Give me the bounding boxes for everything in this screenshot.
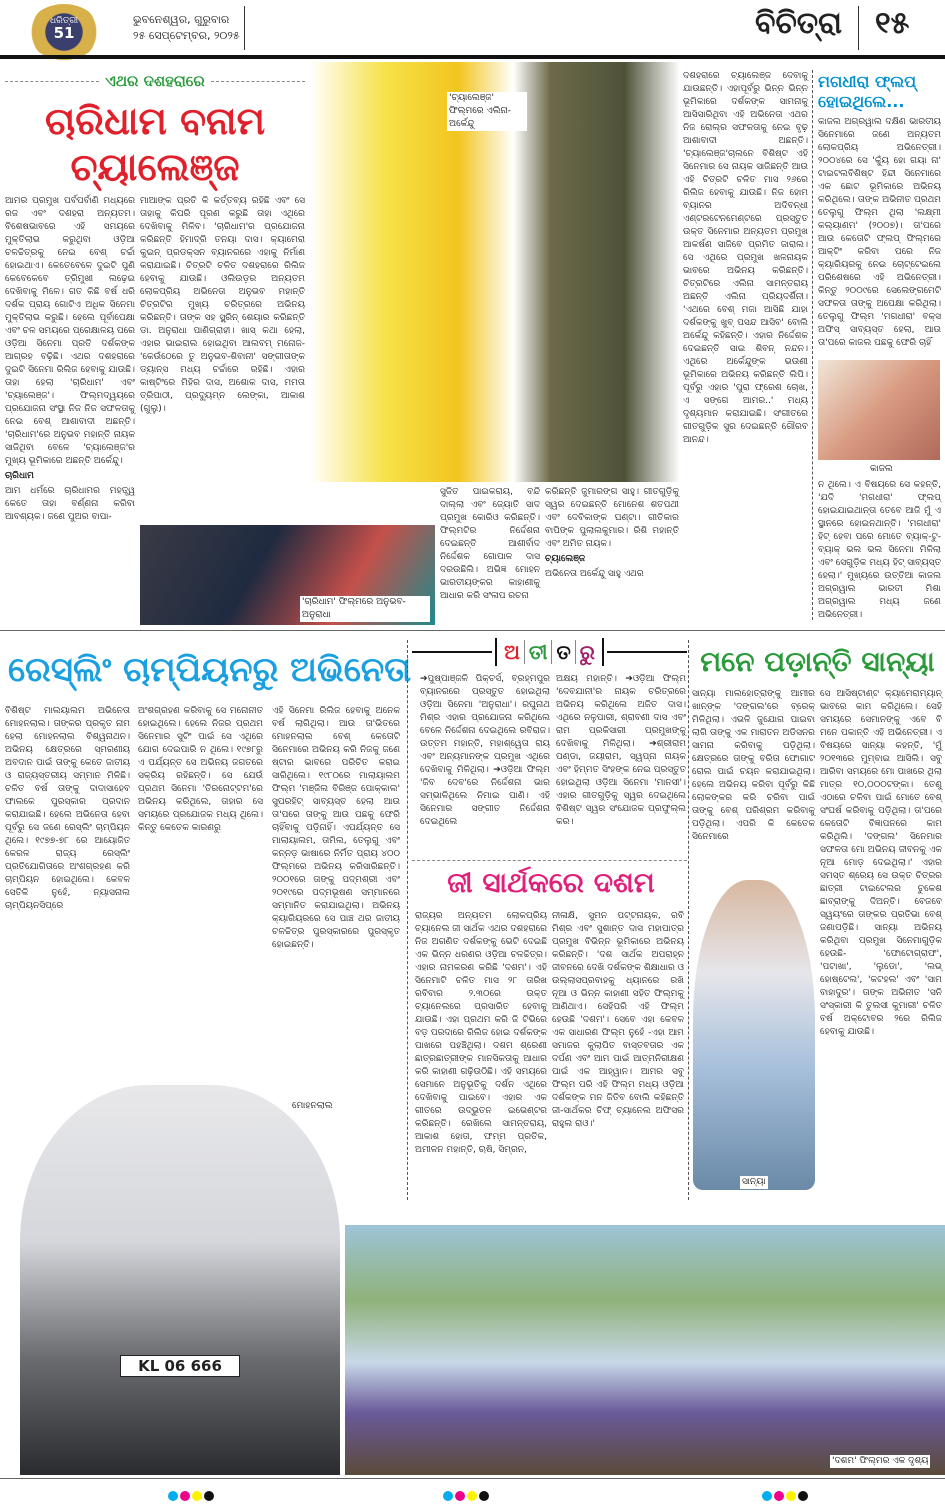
- issue-date: ୨୫ ସେପ୍ଟେମ୍ବର, ୨୦୨୫: [133, 29, 240, 42]
- zee-column-2: ନୀଳାକ୍ଷି, ସୁମନ ପଟ୍ଟନାୟକ, ରବି ମିଶ୍ର ଏବଂ ସୁଶାନ୍ତ ଦାସ ମହାପାତ୍ର ପ୍ରମୁଖ ବିଭିନ୍ନ ଭୂମିକାରେ ଅଭିନୟ କରିଛନ୍ତି। 'ଦଶ ସାର୍ଥକ ଅପରାହ୍ନ ଜୀବନରେ ଦେଖି ଦର୍ଶକଙ୍କ ଶିକ୍ଷାଧାର ଓ ଉଲ୍ଲାସପ୍ରବାହକୁ ଧ୍ୟାନରେ ରଖି ନୂଆ ଓ ଭିନ୍ନ କାହାଣୀ ସହିତ ଫିଲ୍ମକୁ ଆଣିଥାଏ। ସେହିପରି ଏହି ଫିଲ୍ମ ହେଉଛି 'ଦଶମ'। ସେବେ ଏହା କେବଳ ଏକ ସାଧାରଣ ଫିଲ୍ମ ନୁହେଁ -ଏହା ଆମ ସମାଜର କୁଲାପିତ ବାସ୍ତବତାର ଏକ ଦର୍ପଣ ଏବଂ ଆମ ପାଇଁ ଆତ୍ମନିରୀକ୍ଷଣ ପାଇଁ ଏକ ଆହ୍ୱାନ। ଆମର ସବୁ ଫିଲ୍ମ ପରି ଏହି ଫିଲ୍ମ ମଧ୍ୟ ଓଡ଼ିଆ ଦର୍ଶକଙ୍କ ମନ ଜିତିବ ବୋଲି କହିଛନ୍ତି ଜୀ-ସାର୍ଥକର ଚିଫ୍ ଚ୍ୟାନେଲ ଅଫିସର ରାହୁଲ ରାଓ।': [552, 910, 684, 1133]
- anniversary-logo: [28, 4, 100, 60]
- sanya-column-1: ସାନ୍ୟା ମାଲହୋତ୍ରାଙ୍କୁ ଆମୀର ଖାନ୍‌ଙ୍କ 'ଦଙ୍ଗଲ'ରେ ବ୍ରେକ୍ ମିଳିଥିଲା। ଏଭଳି ଜୁଯୋଗ ପାଇବା ଲାଗି ତାଙ୍କୁ ଏକ ମାରାତନ ଅଡିସନର ସାମନା କରିବାକୁ ପଡ଼ିଥିଲା। କ୍ଷେତ୍ରରେ ତାଙ୍କୁ ବରିତା ଫୋଗାଟ ରୋଲ ପାଇଁ ଚୟନ କରାଯାଇଥିଲା। ହେଲେ ଅଭିନୟ କରିବା ପୂର୍ବରୁ କିଛି ଲୋକଙ୍କର କରି ଚରିବା ପାଇଁ ତାଙ୍କୁ ବେଶ୍ ପରିଶ୍ରମ କରିବାକୁ ପଡ଼ିଥିଲା। ଏପରି କି କେତେକ ସିନେମାରେ: [692, 688, 815, 846]
- sidebar-text-2: ନ ଥିଲେ। ଏ ବିଷୟରେ ସେ କହନ୍ତି, 'ଯଦି 'ମଗଧୀରା' ଫ୍ଲପ୍ ହୋଇଯାଇଥାନ୍ତା ତେବେ ଆଜି ମୁଁ ଏ ସ୍ଥାନରେ ହୋଇନଥାନ୍ତି। 'ମଗଧୀରା' ହିଟ୍ ହେବା ପରେ ମୋତେ ବ୍ୟାକ୍-ଟୁ-ବ୍ୟାକ୍ ଭଲ ଭଲ ସିନେମା ମିଳିଲା ଏବଂ ସେଗୁଡ଼ିକ ମଧ୍ୟ ହିଟ୍ ସାବ୍ୟସ୍ତ ହେଲା।' ମୁଖ୍ୟରେ ଉତ୍ତିଆ କାଜଲ ଅଗ୍ରୱାଲ ଭାରତୀ ମିଶା ଅଗ୍ରୱାଲ ମଧ୍ୟ ଜଣେ ଅଭିନେତ୍ରୀ।: [818, 479, 941, 624]
- mohanlal-caption: ମୋହନଲାଲ: [292, 1101, 333, 1111]
- logo-years: 51: [53, 24, 75, 42]
- sanya-caption: ସାନ୍ୟା: [742, 1177, 766, 1187]
- wrestling-column-3: ଏହି ସିନେମା ରିଲିଜ ହେବାକୁ ଅନେକ ବର୍ଷ ଲାଗିଥିଲା। ଆଉ ତା'ଭିତରେ ମୋହନଲାଲ ବେଶ୍ କେତୋଟି ସିନେମାରେ ଅଭିନୟ କରି ନିଜକୁ ଜଣେ ଷ୍ଟାର ଭାବରେ ପରିଚିତ କରାଇ ସାରିଥିଲେ। ୧୯୮୦ରେ ମାଲାୟାଲମ ଫିଲ୍ମ 'ମଞ୍ଜିଲ ବିରିଞ୍ଜ ପୋକ୍କାଲ' ସୁପରହିଟ୍ ସାବ୍ୟସ୍ତ ହେଲା ଆଉ ତା'ପରେ ତାଙ୍କୁ ଆଉ ପଛକୁ ଫେରି ଚାହିଁବାକୁ ପଡ଼ିନାହିଁ। ଏପର୍ଯ୍ୟନ୍ତ ସେ ମାଲାୟାଲମ, ତାମିଲ, ତେଲୁଗୁ ଏବଂ କନ୍ନଡ଼ ଭାଷାରେ ନିର୍ମିତ ପ୍ରାୟ ୪୦୦ ଫିଲ୍ମରେ ଅଭିନୟ କରିସାରିଛନ୍ତି। ୨୦୦୧ରେ ତାଙ୍କୁ ପଦ୍ମଶ୍ରୀ ଏବଂ ୨୦୧୯ରେ ପଦ୍ମଭୂଷଣ ସମ୍ମାନରେ ସମ୍ମାନିତ କରାଯାଇଥିଲା। ଅଭିନୟ କ୍ୟାରିୟରରେ ସେ ପାଞ୍ଚ ଥର ଜାତୀୟ ଚଳଚ୍ଚିତ୍ର ପୁରସ୍କାରରେ ପୁରସ୍କୃତ ହୋଇଛନ୍ତି।: [272, 705, 400, 954]
- lead-column-4-end: କରିଛନ୍ତି ଜୁମାରଙ୍ଗ ସାହୁ। ଗୀତଗୁଡ଼ିକୁ ସ୍ୱର ଦେଇଛନ୍ତି ମୋନେଶ ଶତପଥୀ ଏବଂ ଦେବିକାଙ୍କ ଘଣ୍ଟା। ଗୀତିକାର ବାପିଙ୍କ ପୁଲାଲକୁମାର। ରିଶି ମହାନ୍ତି ଏବଂ ଅମିତ ନାୟକ। ଚ୍ୟାଲେଞ୍ଜ ଅଭିନେତା ଅର୍କେନ୍ଦୁ ସାହୁ ଏଥର: [545, 486, 679, 583]
- dasham-caption: 'ଦଶମ' ଫିଲ୍ମର ଏକ ଦୃଶ୍ୟ: [832, 1456, 929, 1466]
- lead-column-3: ସୁଜିତ ପାଇକରାୟ, ବନ୍ଦି ଦାଲ୍ଲା ଏବଂ ଜ୍ୟୋତି ସାଦ ପ୍ରମୁଖ କୋରିଓ କରିଛନ୍ତି। ଫିଲ୍ମଟିର ନିର୍ଦ୍ଦେଶନା ଦେଇଛନ୍ତି ଆଶୀର୍ବାଦ ନିର୍ଦ୍ଦେଶକ ଗୋପାଳ ଦାସ ଦରଉଛିଲି। ଅଭିଜ୍ଞ ମୋହନ ଭାରତୀୟଙ୍କର କାହାଣୀକୁ ଆଧାର କରି ସଂଳାପ ରଚନା: [440, 486, 540, 605]
- challenge-caption: 'ଚ୍ୟାଲେଞ୍ଜ' ଫିଲ୍ମରେ ଏଲିନା-ଅର୍କେନ୍ଦୁ: [447, 92, 527, 131]
- logo-text: ଧରିତ୍ରୀ: [49, 16, 79, 26]
- sanya-headline: ମନେ ପଡ଼ାନ୍ତି ସାନ୍ୟା: [700, 645, 935, 678]
- lead-column-2: ମାଆଙ୍କ ପ୍ରତି କି କର୍ତ୍ତବ୍ୟ ରହିଛି ଏବଂ ସେ ତାହାକୁ କିପରି ପୂରଣ କରୁଛି ତାହା ଏଥିରେ ଦେଖିବାକୁ ମିଳିବ। 'ଚାରିଧାମ'ର ପ୍ରଯୋଜନା କରିଛନ୍ତି ହିମାଦ୍ରି ତନୟା ଦାସ। କ୍ୟାମେରା କୁଇନ୍ ପ୍ରଡକ୍ସନ ବ୍ୟାନରରେ ଏହାକୁ ନିର୍ମାଣ କରାଯାଇଛି। ଚିତ୍ରଟି ଚଳିତ ଦଶହରାରେ ରିଲିଜ ହେବାକୁ ଯାଉଛି। ଓଲିଉଡ଼ର ଅନ୍ୟତମ ଲୋକପ୍ରିୟ ଅଭିନେତା ଅନୁଭବ ମହାନ୍ତି ଚିତ୍ରଟିର ମୁଖ୍ୟ ଚରିତ୍ରରେ ଅଭିନୟ କରିଛନ୍ତି। ତାଙ୍କ ସହ ସ୍କ୍ରିନ୍ ଶେୟାର କରିଛନ୍ତି ଡା. ଅନୁରାଧା ପାଣିଗ୍ରାହୀ। ଖାସ୍ କଥା ହେଲା, ଏହାର ଭାଇରାଲ ହୋଇଥିବା ଆଲବମ୍ ମନୋଜ-'କେଉଁଠେରେ ତୁ ଅନୁଭବ-ଶିବାନୀ' ସଙ୍ଗୀତାଙ୍କ ଡ୍ୟାନ୍ସ ମଧ୍ୟ ଚର୍ଚ୍ଚାରେ ରହିଛି। ଏହାର କାଷ୍ଟିଂରେ ମିହିର ଦାସ, ଅଶୋକ ଦାସ, ମମତା ତ୍ରିପାଠୀ, ପ୍ରଦ୍ୟୁମ୍ନ ଲେଙ୍କା, ଆକାଶ (ଗୁଲୁ)।: [140, 195, 305, 418]
- mohanlal-photo: [20, 1085, 340, 1475]
- number-plate: KL 06 666: [120, 1355, 240, 1377]
- sidebar-headline: ମଗଧୀରା ଫ୍ଲପ୍ ହୋଇଥିଲେ...: [818, 72, 917, 111]
- charidham-caption: 'ଚାରିଧାମ' ଫିଲ୍ମରେ ଅନୁଭବ-ଅନୁରାଧା: [300, 596, 430, 622]
- lead-kicker: ଏଥର ଦଶହରାରେ: [5, 72, 305, 90]
- zee-column-1: ରାଜ୍ୟର ଅନ୍ୟତମ ଲୋକପ୍ରିୟ ଚ୍ୟାନେଲ ଜୀ ସାର୍ଥକ ଏଥର ଦଶହରାରେ ନିଜ ଅଗଣିତ ଦର୍ଶକଙ୍କୁ ଭେଟି ଦେଇଛି ଏକ ଭିନ୍ନ ଧରଣର ଓଡ଼ିଆ ଚଳଚ୍ଚିତ୍ର। ଏହାର ନାମକରଣ କରିଛି 'ଦଶମ'। ଏହି ସିନେମାଟି ଚଳିତ ମାସ ୨୮ ତାରିଖ ରବିବାର ୨.୩୦ରେ ଉକ୍ତ ଚ୍ୟାନେଲରେ ପ୍ରସାରିତ ହେବାକୁ ଯାଉଛି। ଏହା ପ୍ରଥମ କରି ଜି ଟିଭିରେ ବଡ଼ ପରଦାରେ ରିଲିଜ ହୋଇ ଦର୍ଶକଙ୍କ ପାଖରେ ପହଞ୍ଚିଥିଲା। ଦଶମ ଶ୍ରେଣୀ ଛାତ୍ରଛାତ୍ରୀଙ୍କ ମାନସିକତାକୁ ଆଧାର କରି କାହାଣୀ ଗଢ଼ିଉଠିଛି। ଏହି ସମୟରେ ସେମାନେ ଅନୁଭୂତିକୁ ଦର୍ଶନ ଏଥିରେ ଦେଖିବାକୁ ପାଇବେ। ଏହାର ଏକ ଗୀତରେ ଉଦ୍ଭୁତନ ଇଭେଣ୍ଟର କରିଛନ୍ତି। ରେଖିଲେ ସାମନ୍ତରାୟ, ଆକାଶ ହୋତା, ଫମ୍ମ ପ୍ରତିକ, ଅମୀଳନ ମହାନ୍ତି, ଋଷି, ସିମ୍ରନ,: [415, 910, 547, 1159]
- page-number: ୧୫: [875, 6, 910, 41]
- kajal-photo: [818, 360, 940, 460]
- wrestling-column-1: ବିଶିଷ୍ଟ ମାଲୟାଲମ ଅଭିନେତା ମୋହନଲାଲ। ତାଙ୍କର ପ୍ରକୃତ ନାମ ହେଲା ମୋହନଲାଲ ବିଶ୍ୱନାଥନ। ଅଭିନୟ କ୍ଷେତ୍ରରେ ସ୍ମରଣୀୟ ଅବଦାନ ପାଇଁ ତାଙ୍କୁ କେତେ ଜାତୀୟ ଓ ରାଜ୍ୟସ୍ତରୀୟ ସମ୍ମାନ ମିଳିଛି। ଚଳିତ ବର୍ଷ ତାଙ୍କୁ ଦାଦାସାହେବ ଫାଲକେ ପୁରସ୍କାର ପ୍ରଦାନ କରାଯାଇଛି। ହେଲେ ଅଭିନେତା ହେବା ପୂର୍ବରୁ ସେ ଜଣେ ରେସ୍‌ଲିଂ ଚାମ୍ପିୟନ ଥିଲେ। ୧୯୭୭-୭୮ ରେ ଆୟୋଜିତ କେରଳ ରାଜ୍ୟ ରେସ୍‌ଲିଂ ପ୍ରତିଯୋଗିତାରେ ଅଂଶଗ୍ରହଣ କରି ଚାମ୍ପିୟନ ହୋଇଥିଲେ। କେବଳ ସେତିକି ନୁହେଁ, ନ୍ୟାସନାଲ ଚାମ୍ପିୟନସିପ୍‌ରେ: [5, 705, 130, 915]
- section-name: ବିଚିତ୍ରା: [755, 6, 843, 41]
- zee-headline: ଜୀ ସାର୍ଥକରେ ଦଶମ: [447, 866, 655, 899]
- dasham-photo: [345, 1225, 945, 1475]
- sanya-photo: [693, 880, 815, 1190]
- registration-marks-1: [168, 1486, 216, 1505]
- registration-marks-2: [443, 1486, 491, 1505]
- wrestling-column-2: ଅଂଶଗ୍ରହଣ କରିବାକୁ ସେ ମନୋନୀତ ହୋଇଥିଲେ। ହେଲେ ନିଜର ପ୍ରଥମ ସିନେମାର ସୁଟିଂ ପାଇଁ ସେ ଏଥିରେ ଯୋଗ ଦେଇପାରି ନ ଥିଲେ। ୧୯୭୮ରୁ ଏ ପର୍ଯ୍ୟନ୍ତ ସେ ଅଭିନୟ ଜଗତରେ ସକ୍ରିୟ ରହିଛନ୍ତି। ସେ ଯେଉଁ ପ୍ରଥମ ସିନେମା 'ତିରନୋଟ୍ଟମ'ରେ ଅଭିନୟ କରିଥିଲେ, ତାହାର ସେ ସମୟରେ ପ୍ରଯୋଜକ ମଧ୍ୟ ଥିଲେ। କିନ୍ତୁ କେତେକ କାରଣରୁ: [138, 705, 263, 837]
- registration-marks-3: [762, 1486, 810, 1505]
- past-column-2: ଅକ୍ଷୟ ମହାନ୍ତି। ➔ଓଡ଼ିଆ ଫିଲ୍ମ 'ଦେବଯାନୀ'ର ନାୟକ ଚରିତ୍ରରେ ଅଭିନୟ କରିଥିଲେ ଅଜିତ ଦାସ। ଏଥିରେ ନଳୁପାରୀ, ଶ୍ରାବଣୀ ଦାସ ଏବଂ ରାମ ପ୍ରକିସାରୀ ପ୍ରମୁଖଙ୍କୁ ଦେଖିବାକୁ ମିଳିଥିଲା। ➔ଶ୍ରୀରାମ ପଣ୍ଡା, ଜୟୀରାମ, ସ୍ୱପ୍ନା ନାୟକ ଏବଂ ହିମ୍ମତ ସିଂହଙ୍କ ନେଇ ପ୍ରସ୍ତୁତ ହୋଇଥିଲା ଓଡ଼ିଆ ସିନେମା 'ମାନସୀ'। ଏହାର ଗୀତଗୁଡ଼ିକୁ ସ୍ୱର ଦେଇଥିଲେ ବିଶିଷ୍ଟ ସ୍ୱର ସଂଯୋଜକ ପ୍ରଫୁଲ୍ଲ କର।: [556, 673, 686, 831]
- place-day: ଭୁବନେଶ୍ୱର, ଗୁରୁବାର: [133, 13, 230, 26]
- lead-column-1: ଆମର ପ୍ରମୁଖ ପର୍ବପର୍ବାଣି ମଧ୍ୟରେ ରଜ ଏବଂ ଦଶହରା ଅନ୍ୟତମ। ବିଶେଷଭାବରେ ଏହି ସମୟରେ ମୁକ୍ତିଲାଭ କରୁଥିବା ଓଡ଼ିଆ ଚଳଚ୍ଚିତ୍ରକୁ ନେଇ ବେଶ୍ ଚର୍ଚ୍ଚା ହୋଇଥାଏ। କେତେବେଳେ ଦୁଇଟି ପୁଣି କେବେକେବେ ତ୍ରିମୁଖୀ ଲଢ଼େଇ ଦେଖିବାକୁ ମିଳେ। ଗତ କିଛି ବର୍ଷ ଧରି ଦର୍ଶକ ପ୍ରାୟ ଗୋଟିଏ ଅଧିକ ସିନେମା ମୁକ୍ତିଲାଭ କରୁଛି। ହେଲେ ପୂର୍ବାପେକ୍ଷା ଏବଂ ଚଳ ସମୟରେ ପ୍ରେକ୍ଷାଳୟ ପରେ ଓଡ଼ିଆ ସିନେମା ପ୍ରତି ଦର୍ଶକଙ୍କ ଆଗ୍ରହ ବଢ଼ିଛି। ଏଥର ଦଶହରାରେ ଦୁଇଟି ସିନେମା ରିଲିଜ ହେବାକୁ ଯାଉଛି। ତାହା ହେଲା 'ଚାରିଧାମ' ଏବଂ 'ଚ୍ୟାଲେଞ୍ଜ'। ଫିଲ୍ମଦ୍ୱୟରେ ପ୍ରଯୋଜନା ସଂସ୍ଥା ନିଜ ନିଜ ସଫଳତାକୁ ନେଇ ବେଶ୍ ଆଶାବାଦୀ ଅଛନ୍ତି। 'ଚାରିଧାମ'ରେ ଅନୁଭବ ମହାନ୍ତି ନାୟକ ସାଜିଥିବା ବେଳେ 'ଚ୍ୟାଲେଞ୍ଜ'ର ମୁଖ୍ୟ ଭୂମିକାରେ ଅଛନ୍ତି ଅର୍କେନ୍ଦୁ। ଚାରିଧାମ ଆମ ଧର୍ମରେ ଚାରିଧାମର ମହତ୍ତ୍ୱ କେତେ ତାହା ବର୍ଣ୍ଣନା କରିବା ଆବଶ୍ୟକ। ଜଣେ ପୁଅର ବାପା-: [5, 195, 135, 526]
- past-column-1: ➔ପୁଷ୍ପାଞ୍ଜଳି ପିକ୍ଚର୍ସ, ବ୍ରହ୍ମପୁର ବ୍ୟାନରରେ ପ୍ରସ୍ତୁତ ହୋଇଥିଲା ଓଡ଼ିଆ ସିନେମା 'ଅନୁରାଧା'। ରଘୁନାଥ ମିଶ୍ର ଏହାର ପ୍ରଯୋଜନା କରିଥିଲେ ବେଳେ ନିର୍ଦ୍ଦେଶନା ଦେଇଥିଲେ ରବିରାଜ। ଉତ୍ତମ ମହାନ୍ତି, ମହାଶ୍ୱେତା ରାୟ ଏବଂ ଅନ୍ୟମାନଙ୍କ ପ୍ରମୁଖ ଏଥିରେ ଦେଖିବାକୁ ମିଳିଥିଲା। ➔ଓଡ଼ିଆ ଫିଲ୍ମ 'ଜିବ ଦେବ'ରେ ନିର୍ଦ୍ଦେଶନା ଭାର ସମ୍ଭାଳିଥିଲେ ନିମାଇ ପାଣି। ଏହି ସିନେମାର ସଙ୍ଗୀତ ନିର୍ଦ୍ଦେଶନା ଦେଇଥିଲେ: [420, 673, 550, 831]
- sanya-column-2: ସେ ଆସିଷ୍ଟାଣ୍ଟ କ୍ୟାମେରାମ୍ୟାନ୍ ଭାବରେ କାମ କରିଥିଲେ। ସେହି ସମୟରେ ସେମାନଙ୍କୁ ଏବେ ବି ମନେ ପକାନ୍ତି ଏହି ଅଭିନେତ୍ରୀ। ଏ ବିଷୟରେ ସାନ୍ୟା କହନ୍ତି, 'ମୁଁ ୨୦୧୩ରେ ମୁମ୍ବାଇ ଆସିଲି। ସବୁ ଆରିବା ସମୟରେ ମୋ ପାଖରେ ଥିଲା ମାତ୍ର ୧୦,୦୦୦ଟଙ୍କା। ତେଣୁ ଏଠାରେ ଚଳିବା ପାଇଁ ମୋତେ ବେଶ୍ ସଂଘର୍ଷ କରିବାକୁ ପଡ଼ିଥିଲା। ତା'ପରେ କେତୋଟି ବିଜ୍ଞାପନରେ କାମ କରିଥିଲି। 'ଦଙ୍ଗଲ' ସିନେମାର ସଫଳତା ମୋ ଅଭିନୟ ଜୀବନକୁ ଏକ ନୂଆ ମୋଡ଼ ଦେଇଥିଲା।' ଏହାର ସମସ୍ତ ଶ୍ରେୟ ସେ ଉକ୍ତ ଚିତ୍ରର ଛାତ୍ରୀ ଟାଇଟେଲର ଚୁକେଶ ଛାବ୍ରାଙ୍କୁ ଦିଅନ୍ତି। ବେଜବେ ସ୍ୱୟଂରେ ତାଙ୍କର ପ୍ରତିଭା ବେଶ୍ ଜଣାପଡ଼ିଛି। ସାନ୍ୟା ଅଭିନୟ କରିଥିବା ପ୍ରମୁଖ ସିନେମାଗୁଡ଼ିକ ହେଉଛି- 'ଫୋଟୋଗ୍ରାଫ', 'ପଟାଖା', 'ଲୁଡୋ', 'ଲଭ୍ ହୋଷ୍ଟେଲ', 'କଟହଲ' ଏବଂ 'ସାମ ବାହାଦୁର'। ତାଙ୍କ ଅଭିନୀତ 'ସନି ସଂସ୍କାରୀ କି ତୁଲସୀ କୁମାରୀ' ଚଳିତ ବର୍ଷ ଅକ୍ଟୋବର ୨ରେ ରିଲିଜ ହେବାକୁ ଯାଉଛି।: [820, 688, 942, 1041]
- dateline: [133, 12, 240, 44]
- kajal-caption: କାଜଲ: [870, 464, 893, 474]
- masthead: [0, 0, 945, 58]
- wrestling-headline: ରେସ୍‌ଲିଂ ଚାମ୍ପିୟନରୁ ଅଭିନେତା: [8, 650, 412, 690]
- sidebar-text-1: କାଜଲ ଅଗ୍ରୱାଲ ଦକ୍ଷିଣ ଭାରତୀୟ ସିନେମାରେ ଜଣେ ଅନ୍ୟତମ ଲୋକପ୍ରିୟ ଅଭିନେତ୍ରୀ। ୨୦୦୪ରେ ସେ 'କ୍ୟୁଁ ହୋ ଗୟା ନା' ଟାଇଟଲବିଶିଷ୍ଟ ହିନ୍ଦୀ ସିନେମାରେ ଏକ ଛୋଟ ଭୂମିକାରେ ଅଭିନୟ କରିଥିଲେ। ତାଙ୍କ ଅଭିନୀତ ପ୍ରଥମ ତେଲୁଗୁ ଫିଲ୍ମ ଥିଲା 'ଲକ୍ଷ୍ମୀ କଲ୍ୟାଣମ' (୨୦୦୭)। ତା'ପରେ ଆଉ କେତୋଟି ଫ୍ଲପ୍ ଫିଲ୍ମରେ ଆକ୍ଟିଂ କରିବା ପରେ ନିଜ କ୍ୟାରିୟରକୁ ନେଇ ଚୋଟ୍ଟେଇଲେ ପରିଶେଷରେ ଏହି ଅଭିନେତ୍ରୀ। କିନ୍ତୁ ୨୦୦୯ରେ ସେଲେଙ୍ଗମେଟି ସଫଳତା ତାଙ୍କୁ ଅପେକ୍ଷା କରିଥିଲା। ତେଲୁଗୁ ଫିଲ୍ମ 'ମଗଧୀରା' ବକ୍ସ ଅଫିସ୍ ସାବ୍ୟସ୍ତ ହେଲା, ଆଉ ତା'ପରେ କାଜଲ ପଛକୁ ଫେରି ଚାହିଁ: [818, 116, 941, 352]
- lead-column-4: ଦଶହରାରେ ଚ୍ୟାଲେଞ୍ଜ ଦେବାକୁ ଯାଉଛନ୍ତି। ଏହାପୂର୍ବରୁ ଭିନ୍ନ ଭିନ୍ନ ଭୂମିକାରେ ଦର୍ଶକଙ୍କ ସାମନାକୁ ଆସିସାରିଥିବା ଏହି ଅଭିନେତା ଏଥର ନିଜ ରୋଲ୍‌ର ସଫଳତାକୁ ନେଇ ବୃଢ଼ ଆଶାବାଦୀ ଅଛନ୍ତି। 'ଚ୍ୟାଲେଞ୍ଜ'ଚାଲନେ ବିଶିଷ୍ଟ ଏହି ସିନେମାର ସେ ନାୟକ ସାଜିଛନ୍ତି ଆଉ ଏହି ଚିତ୍ରଟି ଚଳିତ ମାସ ୨୬ରେ ରିଲିଜ ହେବାକୁ ଯାଉଛି। ନିଜ ହୋମ ବ୍ୟାନର ଅଦିବନ୍ଧୀ ଏଣ୍ଟରଟେନମେଣ୍ଟରେ ପ୍ରସ୍ତୁତ ଉକ୍ତ ସିନେମାର ଅନ୍ୟତମ ପ୍ରମୁଖ ଆକର୍ଷଣ ସାଜିବେ ପ୍ରମିତ ଜାରାଲ। ସେ ଏଥିରେ ପ୍ରମୁଖ ଖଳନାୟକ ଭାବରେ ଅଭିନୟ କରିଛନ୍ତି। ଚିତ୍ରଟିରେ ଏଲିନା ସାମନ୍ତରାୟ ଅଛନ୍ତି ଏଲିନା ପ୍ରିୟଦର୍ଶିନୀ। 'ଏଥରେ ବେଶ୍ ମଜା ଆସିଛି ଯାହା ଦର୍ଶକଙ୍କୁ ଖୁବ୍ ପସନ୍ଦ ଆସିବ' ବୋଲି ଅର୍କେନ୍ଦୁ କହିଛନ୍ତି। ଏହାର ନିର୍ଦ୍ଦେଶକ ଦେଇଛନ୍ତି ସାଇ ଶିବନ୍ ନନ୍ଦନ। ଏଥିରେ ଅର୍କେନ୍ଦୁଙ୍କ ଭଉଣୀ ଭୂମିକାରେ ଅଭିନୟ କରିଛନ୍ତି ଲିପି। ପୂର୍ବରୁ ଏହାର 'ପୁରା ଫ୍ରେଶ ଚୋଖ, ଏ ସଙ୍ଗେ ଆମର..' ମଧ୍ୟ ଦୃଶ୍ୟମାନ କରାଯାଇଛି। ସଂଗୀତରେ ଗୀତଗୁଡ଼ିକ ସୁର ଦେଇଛନ୍ତି ଗୌରବ ଆନନ୍ଦ।: [683, 70, 808, 449]
- lead-headline: ଚାରିଧାମ ବନାମ ଚ୍ୟାଲେଞ୍ଜ: [44, 99, 266, 189]
- past-title: ଅ ତୀ ତ ରୁ: [412, 638, 687, 666]
